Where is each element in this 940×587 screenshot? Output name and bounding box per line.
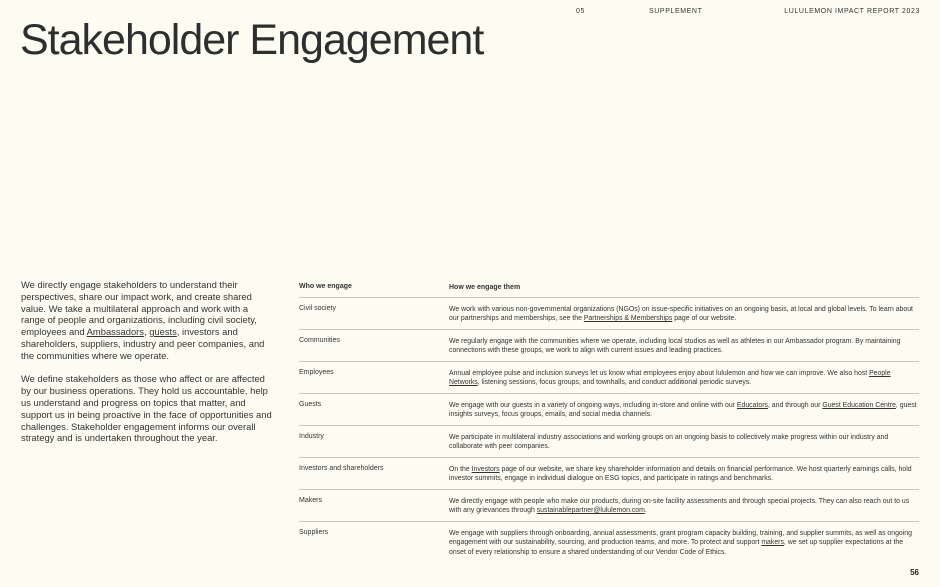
row-how — [449, 490, 919, 521]
row-how-text: , we set up supplier expectations at the onset of every relationship to ensure a shared understanding of our Vendor Code of Ethics. — [449, 539, 904, 556]
investors-link[interactable]: Investors — [471, 466, 500, 473]
makers-link[interactable]: makers — [761, 539, 784, 547]
table-row — [299, 362, 919, 394]
row-how — [449, 426, 919, 457]
row-how-text: We participate in multilateral industry associations and working groups on an ongoing basis to collectively make progress within our industry and collaborate with peer companies. — [449, 434, 889, 451]
row-how-text: Annual employee pulse and inclusion surveys let us know what employees enjoy about lululemon and how we can improve. We also host — [449, 370, 870, 377]
header-report-title: LULULEMON IMPACT REPORT 2023 — [784, 8, 920, 15]
row-how-text: , listening sessions, focus groups, and townhalls, and conduct additional periodic surveys. — [477, 379, 752, 387]
row-who: Employees — [299, 369, 334, 376]
row-how-text: . — [644, 507, 647, 515]
intro-paragraph-1 — [21, 279, 273, 362]
guest-education-centre-link[interactable]: Guest Education Centre — [822, 402, 896, 409]
people-networks-link[interactable]: People Networks — [449, 370, 891, 387]
row-how-text: We engage with our guests in a variety of ongoing ways, including in-store and online with our — [449, 402, 737, 409]
row-who: Civil society — [299, 305, 336, 312]
educators-link[interactable]: Educators — [736, 402, 768, 409]
row-who: Guests — [299, 401, 322, 408]
table-row — [299, 426, 919, 458]
row-how — [449, 394, 919, 425]
table-row — [299, 298, 919, 330]
ambassadors-link[interactable]: Ambassadors — [86, 326, 144, 338]
column-header-how: How we engage them — [449, 284, 521, 291]
row-how-text: page of our website, we share key shareholder information and details on financial performance. We host quarterly earnings calls, hold investor summits, engage in individual dialogue on ESG topics, and participate in ratings and benchmarks. — [449, 466, 912, 483]
intro-text — [21, 279, 273, 456]
row-how — [449, 330, 919, 361]
row-who: Makers — [299, 497, 322, 504]
intro-p1-separator: , — [144, 326, 150, 338]
table-row — [299, 330, 919, 362]
column-header-who: Who we engage — [299, 283, 352, 290]
page-title: Stakeholder Engagement — [20, 16, 484, 64]
row-who: Industry — [299, 433, 324, 440]
row-how-text: We directly engage with people who make our products, during on-site facility assessments and through special projects. They can also reach out to us with any grievances through — [449, 498, 910, 515]
intro-paragraph-2: We define stakeholders as those who affect or are affected by our business operations. They hold us accountable, help us understand and progress on topics that matter, and support us in being proactive in the face of opportunities and challenges. Stakeholder engagement informs our overall strategy and is undertaken throughout the year. — [21, 373, 272, 444]
page-number: 56 — [910, 568, 919, 577]
row-how-text: We regularly engage with the communities where we operate, including local studios as well as athletes in our Ambassador program. By maintaining connections with these groups, we work to align with current issues and leading practices. — [449, 338, 901, 355]
table-header-row — [299, 283, 919, 298]
email-link[interactable]: sustainablepartner@lululemon.com — [536, 507, 645, 515]
row-how-text: We work with various non-governmental organizations (NGOs) on issue-specific initiatives on an ongoing basis, at local and global levels. To learn about our partnerships and memberships, see the — [449, 306, 913, 323]
stakeholder-table — [299, 283, 919, 562]
row-how-text: On the — [449, 466, 472, 473]
intro-p1-text-a: We directly engage stakeholders to understand their perspectives, share our impact work, and create shared value. We take a multilateral approach and work with a range of people and organizations, including civil society, employees and — [21, 279, 257, 338]
row-how-text: , guest insights surveys, focus groups, emails, and social media channels. — [449, 402, 917, 419]
row-how — [449, 362, 919, 393]
table-row — [299, 522, 919, 562]
row-who: Suppliers — [299, 529, 329, 536]
guests-link[interactable]: guests — [149, 326, 177, 338]
row-how — [449, 458, 919, 489]
row-how — [449, 298, 919, 329]
header-section: SUPPLEMENT — [649, 8, 703, 15]
intro-p1-text-b: , investors and shareholders, suppliers, industry and peer companies, and the communities where we operate. — [21, 326, 265, 361]
row-how-text: We engage with suppliers through onboarding, annual assessments, grant program capacity building, training, and supplier summits, as well as ongoing engagement with our sustainability, sourcing, and production teams, and more. To protect and support — [449, 530, 912, 547]
row-how — [449, 522, 919, 562]
table-row — [299, 394, 919, 426]
table-row — [299, 490, 919, 522]
row-who: Investors and shareholders — [299, 465, 384, 472]
partnerships-link[interactable]: Partnerships & Memberships — [583, 315, 673, 323]
row-who: Communities — [299, 337, 340, 344]
row-how-text: page of our website. — [672, 315, 737, 323]
row-how-text: , and through our — [767, 402, 823, 409]
table-row — [299, 458, 919, 490]
header-page-number: 05 — [576, 8, 585, 15]
